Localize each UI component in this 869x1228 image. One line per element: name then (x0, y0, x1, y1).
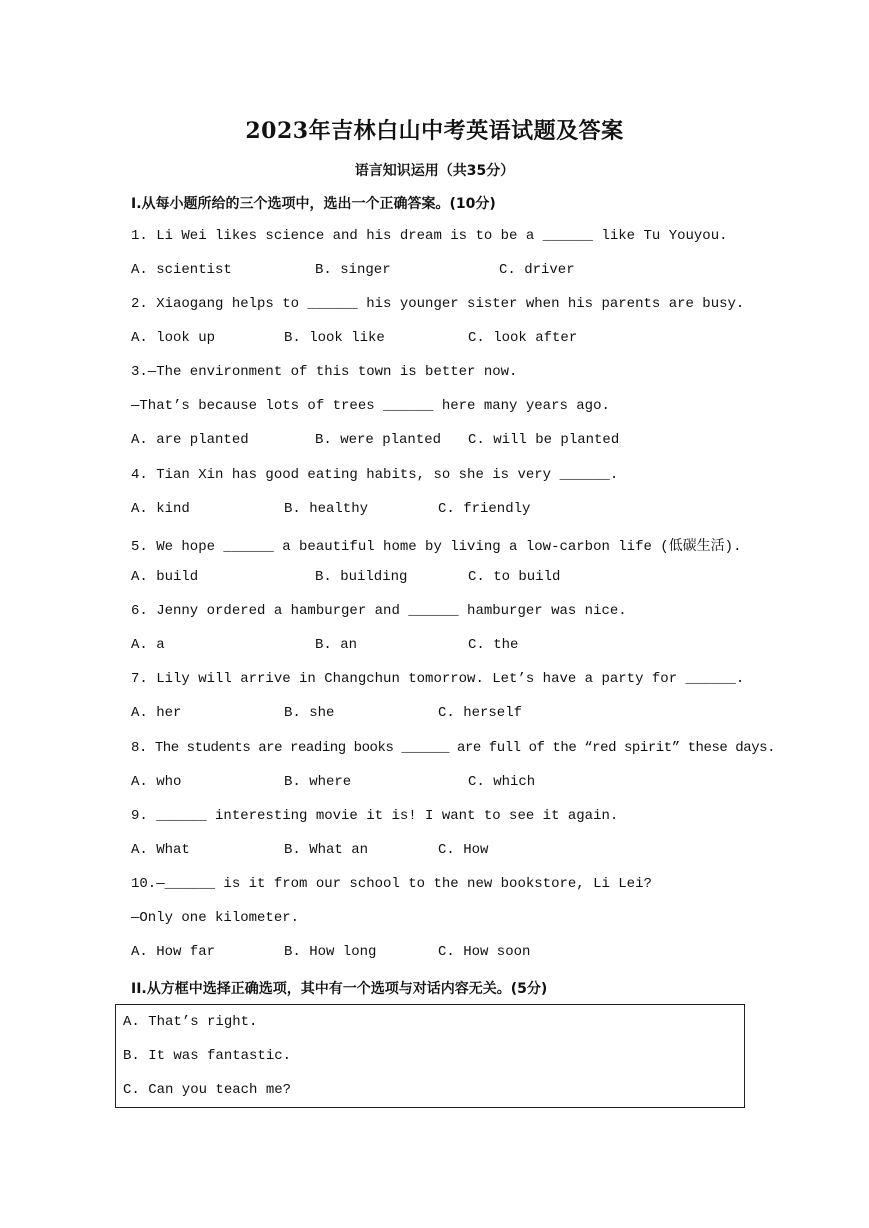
q3-option-b: B. were planted (315, 432, 442, 448)
box-option-c: C. Can you teach me? (123, 1082, 292, 1098)
q5-option-b: B. building (315, 569, 408, 585)
question-7: 7. Lily will arrive in Changchun tomorrow. Let’s have a party for ______. (131, 671, 745, 687)
question-5: 5. We hope ______ a beautiful home by living a low-carbon life (低碳生活). (131, 539, 742, 555)
question-1: 1. Li Wei likes science and his dream is to be a ______ like Tu Youyou. (131, 228, 728, 244)
q2-option-c: C. look after (468, 330, 578, 346)
q1-option-a: A. scientist (131, 262, 232, 278)
q5-option-a: A. build (131, 569, 199, 585)
q6-option-b: B. an (315, 637, 358, 653)
q7-option-a: A. her (131, 705, 182, 721)
q3-option-a: A. are planted (131, 432, 249, 448)
question-8: 8. The students are reading books ______ are full of the “red spirit” these days. (131, 740, 776, 756)
q10-option-b: B. How long (284, 944, 377, 960)
q9-option-b: B. What an (284, 842, 369, 858)
q3-option-c: C. will be planted (468, 432, 620, 448)
q6-option-c: C. the (468, 637, 519, 653)
q8-option-a: A. who (131, 774, 182, 790)
q1-option-b: B. singer (315, 262, 391, 278)
question-3: 3.—The environment of this town is better now. (131, 364, 518, 380)
box-option-a: A. That’s right. (123, 1014, 258, 1030)
q2-option-b: B. look like (284, 330, 385, 346)
q1-option-c: C. driver (499, 262, 575, 278)
q9-option-c: C. How (438, 842, 489, 858)
q10-option-a: A. How far (131, 944, 216, 960)
q2-option-a: A. look up (131, 330, 216, 346)
q8-option-b: B. where (284, 774, 352, 790)
question-3-reply: —That’s because lots of trees ______ here many years ago. (131, 398, 610, 414)
question-6: 6. Jenny ordered a hamburger and ______ hamburger was nice. (131, 603, 627, 619)
question-2: 2. Xiaogang helps to ______ his younger sister when his parents are busy. (131, 296, 745, 312)
q6-option-a: A. a (131, 637, 165, 653)
q4-option-b: B. healthy (284, 501, 369, 517)
q4-option-c: C. friendly (438, 501, 531, 517)
box-option-b: B. It was fantastic. (123, 1048, 292, 1064)
q7-option-c: C. herself (438, 705, 523, 721)
q5-option-c: C. to build (468, 569, 561, 585)
section2-heading: II.从方框中选择正确选项，其中有一个选项与对话内容无关。(5分) (131, 981, 548, 997)
options-box (115, 1004, 745, 1108)
q4-option-a: A. kind (131, 501, 190, 517)
q9-option-a: A. What (131, 842, 190, 858)
question-10: 10.—______ is it from our school to the new bookstore, Li Lei? (131, 876, 652, 892)
question-9: 9. ______ interesting movie it is! I want to see it again. (131, 808, 619, 824)
page-subtitle: 语言知识运用（共35分） (354, 163, 515, 179)
q8-option-c: C. which (468, 774, 536, 790)
question-4: 4. Tian Xin has good eating habits, so she is very ______. (131, 467, 619, 483)
q10-option-c: C. How soon (438, 944, 531, 960)
page-title: 2023年吉林白山中考英语试题及答案 (245, 118, 624, 144)
q7-option-b: B. she (284, 705, 335, 721)
section1-heading: I.从每小题所给的三个选项中，选出一个正确答案。(10分) (131, 196, 496, 212)
question-10-reply: —Only one kilometer. (131, 910, 300, 926)
